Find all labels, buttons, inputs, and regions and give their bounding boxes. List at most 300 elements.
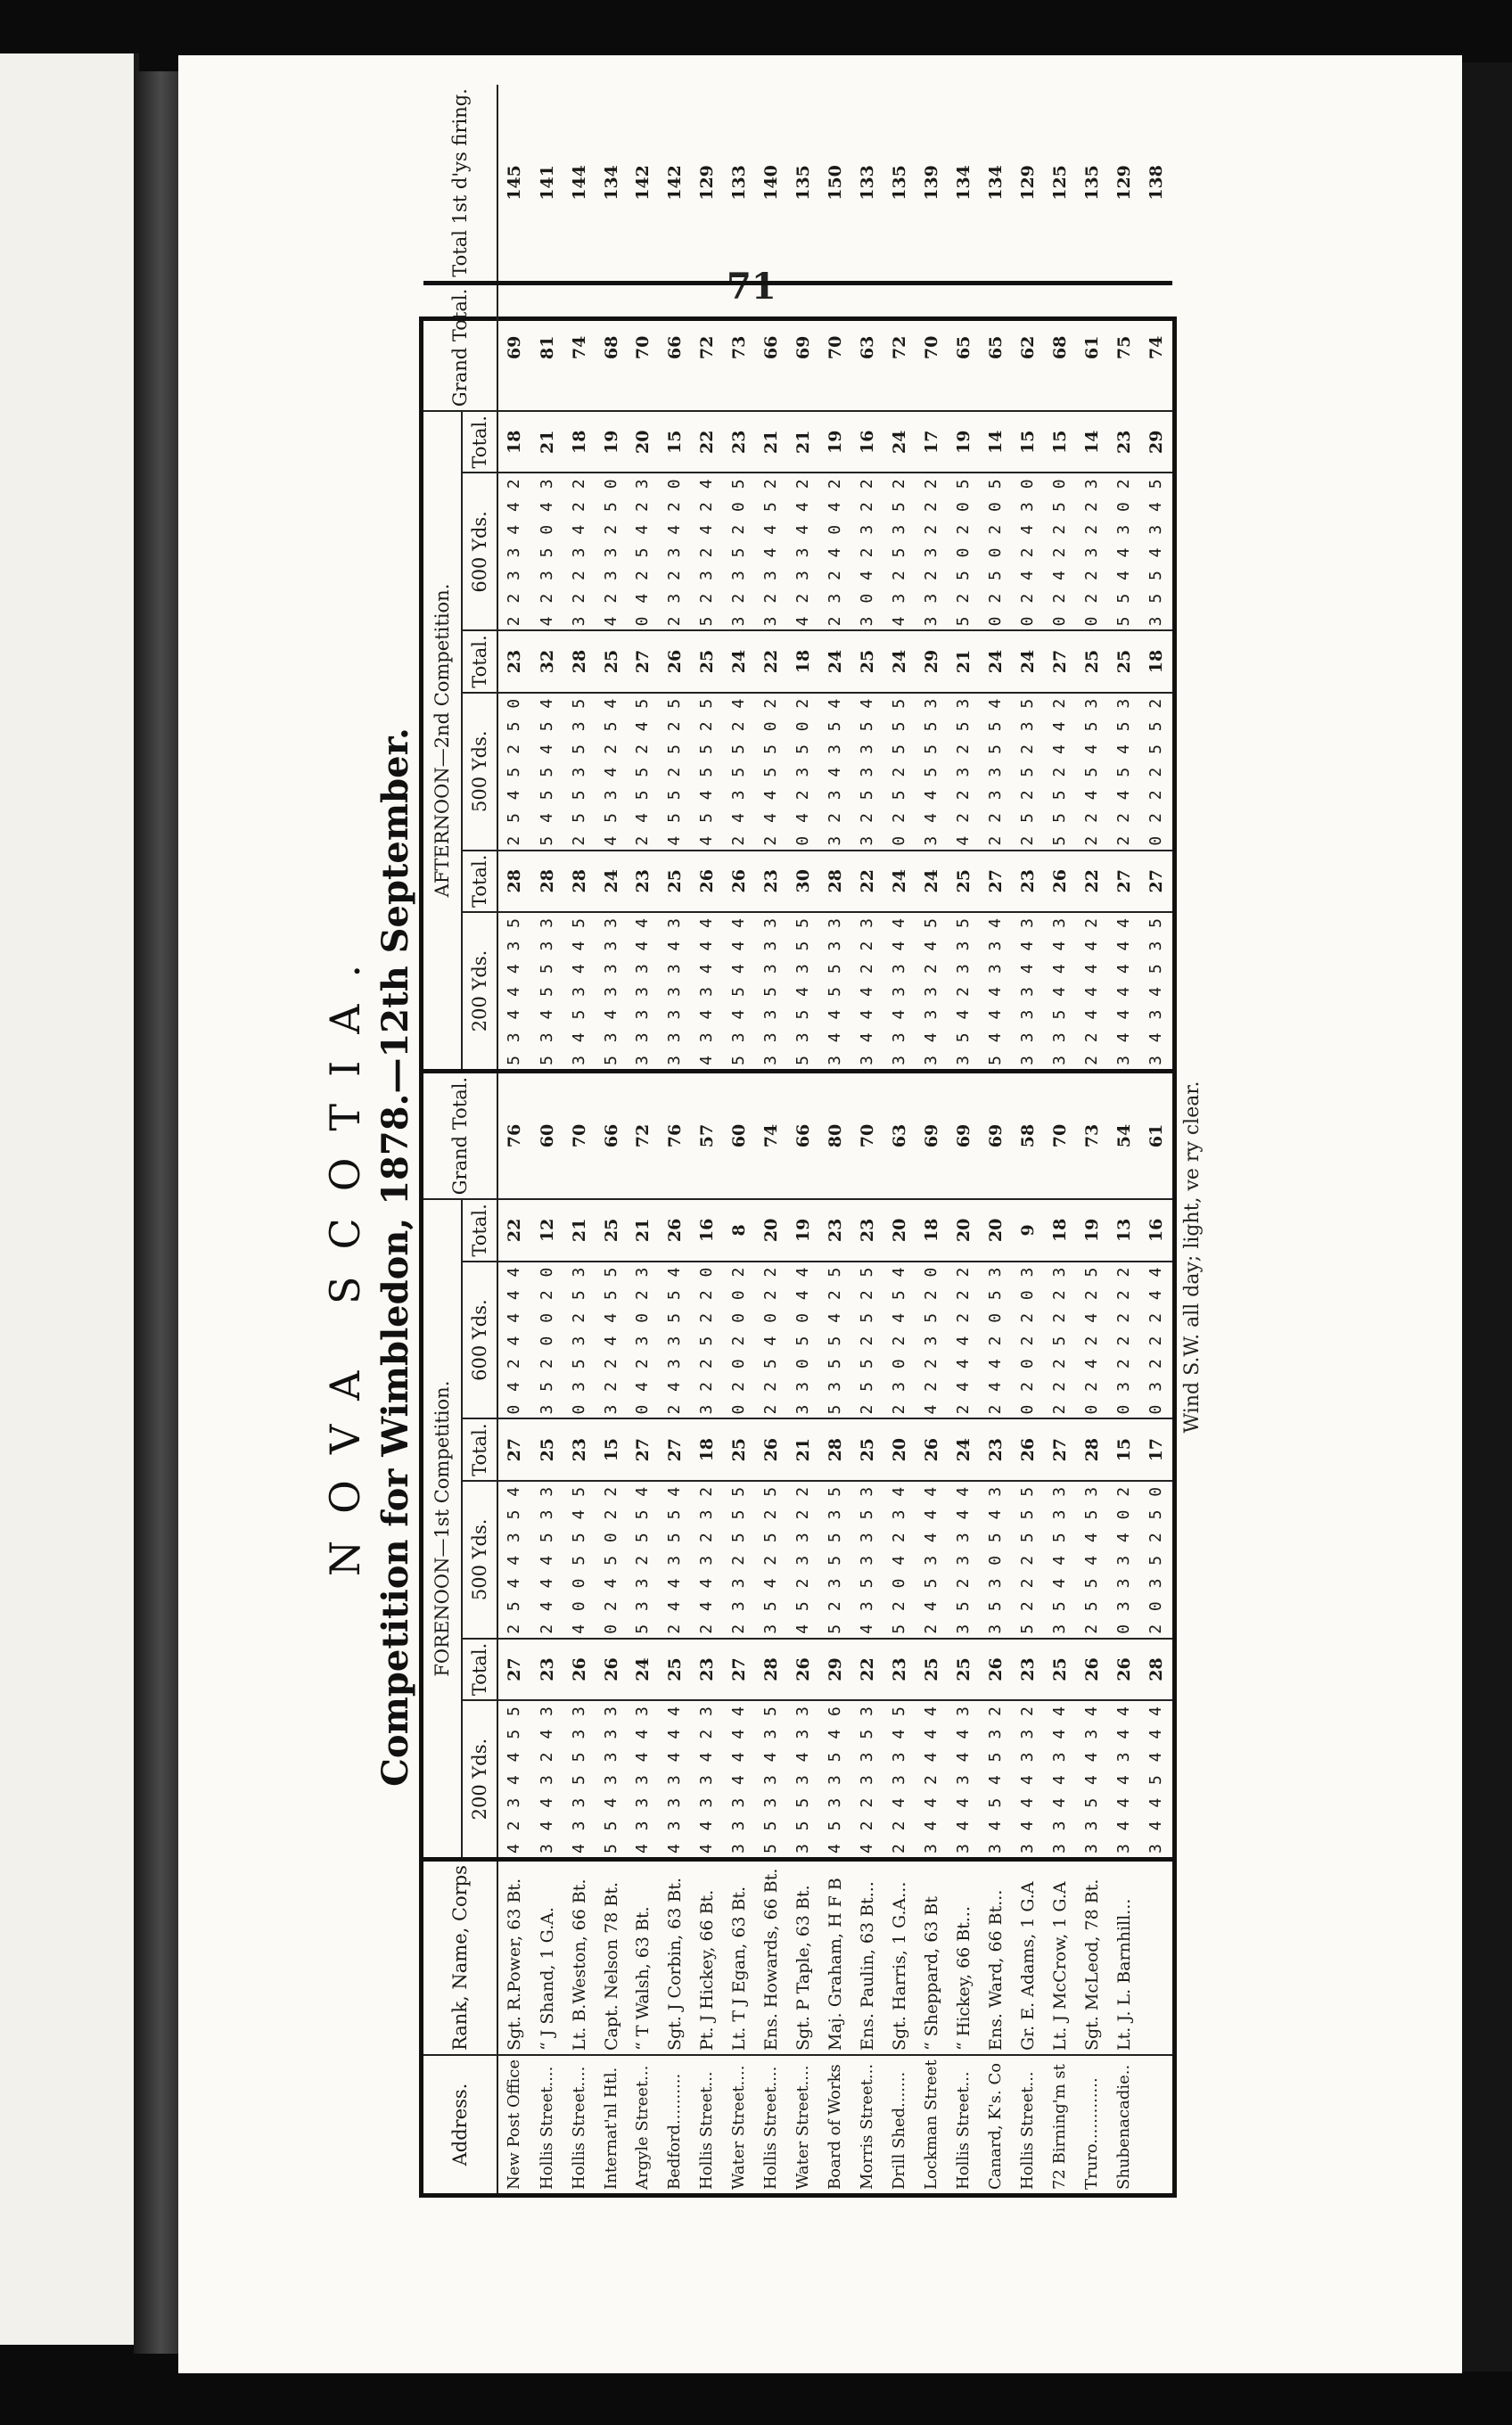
- a200-total-cell: 28: [497, 851, 531, 912]
- a600-total-cell: 14: [1076, 411, 1108, 473]
- day-total-cell: 145: [497, 85, 531, 283]
- f200-scores-cell: 2 2 4 3 3 4 5: [883, 1700, 916, 1859]
- f600-total-cell: 20: [755, 1199, 787, 1261]
- a500-total-cell: 27: [1044, 630, 1076, 692]
- day-total-cell: 141: [531, 85, 563, 283]
- address-cell: Truro.............: [1082, 2077, 1102, 2190]
- f600-total-cell: 21: [563, 1199, 596, 1261]
- a200-scores-cell: 3 3 3 3 4 4 3: [1012, 912, 1044, 1071]
- a200-total-cell: 25: [948, 851, 980, 912]
- f500-scores-cell: 4 5 2 3 3 2 2: [787, 1481, 819, 1639]
- f500-scores-cell: 2 4 5 3 4 4 4: [916, 1481, 948, 1639]
- a200-total-cell: 23: [755, 851, 787, 912]
- f500-total-header: Total.: [462, 1419, 497, 1481]
- a600-scores-cell: 4 3 2 5 3 5 2: [883, 473, 916, 630]
- f600-scores-cell: 2 5 5 2 5 2 5: [851, 1262, 883, 1419]
- f600-scores-cell: 0 2 0 2 2 0 3: [1012, 1262, 1044, 1419]
- a500-scores-cell: 0 4 2 3 5 0 2: [787, 693, 819, 851]
- a500-total-cell: 24: [883, 630, 916, 692]
- f200-total-cell: 26: [787, 1639, 819, 1700]
- address-cell: Argyle Street...: [633, 2065, 653, 2190]
- address-cell: Board of Works: [826, 2064, 845, 2190]
- forenoon-grand-total-cell: 80: [819, 1071, 851, 1199]
- f200-total-cell: 25: [916, 1639, 948, 1700]
- f200-total-cell: 22: [851, 1639, 883, 1700]
- table-row: [531, 85, 563, 2193]
- f200-scores-cell: 3 4 4 4 3 4 4: [1108, 1700, 1140, 1859]
- forenoon-grand-total-cell: 74: [755, 1071, 787, 1199]
- name-cell: Gr. E. Adams, 1 G.A: [1012, 1860, 1044, 2055]
- f600-scores-cell: 2 4 3 3 5 5 4: [659, 1262, 691, 1419]
- a500-scores-cell: 4 5 5 2 5 2 5: [659, 693, 691, 851]
- name-cell: [1140, 1860, 1172, 2055]
- a200-total-cell: 28: [531, 851, 563, 912]
- table-row: [1012, 85, 1044, 2193]
- a500-scores-cell: 5 4 5 5 4 5 4: [531, 693, 563, 851]
- f200-total-cell: 26: [980, 1639, 1012, 1700]
- a600-scores-cell: 2 2 3 3 4 4 2: [497, 473, 531, 630]
- afternoon-grand-total-cell: 68: [1044, 283, 1076, 411]
- afternoon-grand-total-cell: 70: [628, 283, 660, 411]
- f600-scores-cell: 0 2 4 2 4 2 5: [1076, 1262, 1108, 1419]
- a500-total-cell: 24: [1012, 630, 1044, 692]
- a600-scores-cell: 5 5 4 4 3 0 2: [1108, 473, 1140, 630]
- f200-total-cell: 26: [1108, 1639, 1140, 1700]
- day-total-cell: 150: [819, 85, 851, 283]
- address-cell: Water Street....: [729, 2065, 749, 2190]
- score-rows: [497, 85, 1172, 2193]
- f500-total-cell: 27: [628, 1419, 660, 1481]
- a200-total-cell: 28: [819, 851, 851, 912]
- a500-scores-cell: 2 2 4 5 4 5 3: [1108, 693, 1140, 851]
- a500-header: 500 Yds.: [462, 693, 497, 851]
- table-row: [948, 85, 980, 2193]
- a200-total-cell: 28: [563, 851, 596, 912]
- a200-scores-cell: 3 5 4 2 3 3 5: [948, 912, 980, 1071]
- afternoon-header: AFTERNOON—2nd Competition.: [423, 411, 462, 1071]
- a600-total-cell: 20: [628, 411, 660, 473]
- a600-scores-cell: 2 3 2 3 4 2 0: [659, 473, 691, 630]
- a200-total-cell: 22: [851, 851, 883, 912]
- page-number: 71: [727, 266, 777, 308]
- a200-scores-cell: 5 3 4 4 4 3 5: [497, 912, 531, 1071]
- afternoon-grand-total-cell: 72: [691, 283, 723, 411]
- address-cell: Hollis Street...: [954, 2071, 974, 2190]
- f600-total-cell: 25: [596, 1199, 628, 1261]
- forenoon-grand-total-cell: 66: [787, 1071, 819, 1199]
- afternoon-grand-total-cell: 61: [1076, 283, 1108, 411]
- f600-scores-cell: 5 3 5 5 4 2 5: [819, 1262, 851, 1419]
- a600-total-cell: 21: [755, 411, 787, 473]
- a500-scores-cell: 2 4 5 5 2 4 5: [628, 693, 660, 851]
- a200-scores-cell: 5 3 4 5 4 4 4: [723, 912, 755, 1071]
- address-cell: Internat'nl Htl.: [601, 2067, 620, 2190]
- f600-scores-cell: 0 3 2 2 2 2 2: [1108, 1262, 1140, 1419]
- a500-total-cell: 24: [819, 630, 851, 692]
- table-row: [883, 85, 916, 2193]
- day-total-cell: 129: [1012, 85, 1044, 283]
- book-gutter: [134, 71, 183, 2354]
- a500-scores-cell: 0 2 2 2 5 5 2: [1140, 693, 1172, 851]
- f500-total-cell: 27: [497, 1419, 531, 1481]
- forenoon-grand-total-cell: 70: [563, 1071, 596, 1199]
- f500-scores-cell: 5 2 0 4 2 3 4: [883, 1481, 916, 1639]
- address-cell: Morris Street...: [858, 2063, 877, 2190]
- name-cell: Sgt. J Corbin, 63 Bt.: [659, 1860, 691, 2055]
- afternoon-grand-total-cell: 68: [596, 283, 628, 411]
- f600-scores-cell: 2 2 5 4 0 2 2: [755, 1262, 787, 1419]
- a600-total-cell: 17: [916, 411, 948, 473]
- afternoon-grand-total-cell: 70: [819, 283, 851, 411]
- a500-total-cell: 25: [851, 630, 883, 692]
- a500-scores-cell: 4 5 4 5 5 2 5: [691, 693, 723, 851]
- f600-total-cell: 20: [883, 1199, 916, 1261]
- name-cell: “ Hickey, 66 Bt...: [948, 1860, 980, 2055]
- address-cell: Water Street....: [793, 2065, 813, 2190]
- a600-total-cell: 22: [691, 411, 723, 473]
- name-cell: Sgt. P Taple, 63 Bt.: [787, 1860, 819, 2055]
- a200-total-cell: 26: [1044, 851, 1076, 912]
- a200-total-cell: 26: [723, 851, 755, 912]
- day-total-cell: 133: [723, 85, 755, 283]
- a200-scores-cell: 5 3 5 4 3 5 5: [787, 912, 819, 1071]
- table-row: [659, 85, 691, 2193]
- f200-scores-cell: 4 3 3 3 4 4 3: [628, 1700, 660, 1859]
- forenoon-grand-total-cell: 70: [851, 1071, 883, 1199]
- name-cell: “ J Shand, 1 G.A.: [531, 1860, 563, 2055]
- day-total-cell: 129: [691, 85, 723, 283]
- day-total-cell: 135: [883, 85, 916, 283]
- a200-header: 200 Yds.: [462, 912, 497, 1071]
- table-row: [563, 85, 596, 2193]
- forenoon-grand-total-cell: 69: [980, 1071, 1012, 1199]
- a200-scores-cell: 3 4 4 4 2 2 3: [851, 912, 883, 1071]
- address-cell: Hollis Street....: [537, 2066, 556, 2190]
- f200-scores-cell: 3 3 4 4 3 4 4: [1044, 1700, 1076, 1859]
- forenoon-grand-total-cell: 69: [948, 1071, 980, 1199]
- f200-total-cell: 26: [563, 1639, 596, 1700]
- f600-total-cell: 22: [497, 1199, 531, 1261]
- name-cell: Capt. Nelson 78 Bt.: [596, 1860, 628, 2055]
- f600-total-cell: 18: [916, 1199, 948, 1261]
- f600-total-cell: 18: [1044, 1199, 1076, 1261]
- address-cell: Hollis Street....: [569, 2066, 588, 2190]
- table-row: [851, 85, 883, 2193]
- a500-scores-cell: 2 4 4 5 5 0 2: [755, 693, 787, 851]
- f200-scores-cell: 4 5 3 3 5 4 6: [819, 1700, 851, 1859]
- f600-total-cell: 20: [980, 1199, 1012, 1261]
- a600-total-cell: 23: [723, 411, 755, 473]
- a500-scores-cell: 0 2 5 2 5 5 5: [883, 693, 916, 851]
- f200-total-header: Total.: [462, 1639, 497, 1700]
- a600-total-cell: 18: [563, 411, 596, 473]
- a600-scores-cell: 0 2 4 2 2 5 0: [1044, 473, 1076, 630]
- f500-total-cell: 28: [819, 1419, 851, 1481]
- name-cell: Pt. J Hickey, 66 Bt.: [691, 1860, 723, 2055]
- f200-total-cell: 27: [723, 1639, 755, 1700]
- f500-total-cell: 23: [980, 1419, 1012, 1481]
- a200-scores-cell: 5 4 4 4 3 3 4: [980, 912, 1012, 1071]
- f200-scores-cell: 3 5 5 3 4 3 3: [787, 1700, 819, 1859]
- f600-scores-cell: 3 2 2 4 4 5 5: [596, 1262, 628, 1419]
- f500-total-cell: 28: [1076, 1419, 1108, 1481]
- f200-total-cell: 25: [659, 1639, 691, 1700]
- a200-scores-cell: 3 3 3 5 3 3 3: [755, 912, 787, 1071]
- name-cell: Ens. Ward, 66 Bt...: [980, 1860, 1012, 2055]
- a500-scores-cell: 2 5 5 3 5 3 5: [563, 693, 596, 851]
- address-cell: Shubenacadie..: [1114, 2064, 1134, 2190]
- f500-total-cell: 27: [1044, 1419, 1076, 1481]
- afternoon-grand-total-cell: 73: [723, 283, 755, 411]
- address-header: Address.: [423, 2055, 497, 2193]
- a200-total-header: Total.: [462, 851, 497, 912]
- f600-scores-cell: 0 4 2 4 4 4 4: [497, 1262, 531, 1419]
- f600-total-cell: 19: [1076, 1199, 1108, 1261]
- f500-scores-cell: 0 2 4 5 0 2 2: [596, 1481, 628, 1639]
- day-total-cell: 135: [787, 85, 819, 283]
- address-cell: Canard, K's. Co: [986, 2062, 1006, 2190]
- page-edge-shadow: [1462, 62, 1512, 2372]
- f200-total-cell: 23: [883, 1639, 916, 1700]
- a600-scores-cell: 3 2 3 5 2 0 5: [723, 473, 755, 630]
- forenoon-grand-total-cell: 72: [628, 1071, 660, 1199]
- f200-total-cell: 28: [755, 1639, 787, 1700]
- a500-total-cell: 25: [1076, 630, 1108, 692]
- f600-total-cell: 16: [691, 1199, 723, 1261]
- table-row: [497, 85, 531, 2193]
- address-cell: Hollis Street...: [1018, 2071, 1038, 2190]
- f500-scores-cell: 4 3 5 3 3 5 3: [851, 1481, 883, 1639]
- a200-total-cell: 30: [787, 851, 819, 912]
- table-row: [1108, 85, 1140, 2193]
- f500-scores-cell: 2 0 3 5 2 5 0: [1140, 1481, 1172, 1639]
- day-total-cell: 135: [1076, 85, 1108, 283]
- a500-scores-cell: 2 4 3 5 5 2 4: [723, 693, 755, 851]
- f600-total-cell: 19: [787, 1199, 819, 1261]
- a200-total-cell: 24: [596, 851, 628, 912]
- a600-total-cell: 19: [948, 411, 980, 473]
- a600-scores-cell: 5 2 5 0 2 0 5: [948, 473, 980, 630]
- a200-scores-cell: 5 3 4 3 3 3 3: [596, 912, 628, 1071]
- afternoon-grand-total-cell: 63: [851, 283, 883, 411]
- name-cell: Lt. J McCrow, 1 G.A: [1044, 1860, 1076, 2055]
- a500-scores-cell: 2 2 3 3 5 5 4: [980, 693, 1012, 851]
- a600-scores-cell: 3 2 2 3 4 2 2: [563, 473, 596, 630]
- a500-scores-cell: 5 5 5 2 4 4 2: [1044, 693, 1076, 851]
- f200-total-cell: 25: [1044, 1639, 1076, 1700]
- a500-scores-cell: 2 5 2 5 2 3 5: [1012, 693, 1044, 851]
- f500-total-cell: 26: [1012, 1419, 1044, 1481]
- f600-total-cell: 12: [531, 1199, 563, 1261]
- f200-total-cell: 26: [596, 1639, 628, 1700]
- table-row: [723, 85, 755, 2193]
- afternoon-grand-total-cell: 65: [980, 283, 1012, 411]
- day-total-cell: 134: [948, 85, 980, 283]
- f500-header: 500 Yds.: [462, 1481, 497, 1639]
- a600-scores-cell: 3 3 2 3 2 2 2: [916, 473, 948, 630]
- a600-scores-cell: 2 3 2 4 0 4 2: [819, 473, 851, 630]
- f200-scores-cell: 4 4 3 3 4 2 3: [691, 1700, 723, 1859]
- f200-total-cell: 23: [691, 1639, 723, 1700]
- table-row: [691, 85, 723, 2193]
- f600-scores-cell: 2 4 4 4 2 2 2: [948, 1262, 980, 1419]
- a600-scores-cell: 0 4 2 5 4 2 3: [628, 473, 660, 630]
- day-total-cell: 129: [1108, 85, 1140, 283]
- a200-scores-cell: 3 4 4 5 5 3 3: [819, 912, 851, 1071]
- a600-scores-cell: 3 0 4 2 3 2 2: [851, 473, 883, 630]
- f200-scores-cell: 3 4 5 4 5 3 2: [980, 1700, 1012, 1859]
- name-cell: Lt. J. L. Barnhill...: [1108, 1860, 1140, 2055]
- score-table-grid: [423, 85, 1172, 2193]
- day-total-cell: 140: [755, 85, 787, 283]
- facing-page-edge: [0, 53, 139, 2345]
- f600-total-cell: 9: [1012, 1199, 1044, 1261]
- table-row: [980, 85, 1012, 2193]
- document-title: NOVA SCOTIA.: [321, 937, 369, 1577]
- f600-scores-cell: 0 2 0 2 0 0 2: [723, 1262, 755, 1419]
- a200-scores-cell: 3 4 5 3 4 4 5: [563, 912, 596, 1071]
- name-cell: “ T Walsh, 63 Bt.: [628, 1860, 660, 2055]
- table-row: [628, 85, 660, 2193]
- forenoon-grand-total-cell: 73: [1076, 1071, 1108, 1199]
- a500-total-cell: 24: [723, 630, 755, 692]
- a200-scores-cell: 4 3 4 3 4 4 4: [691, 912, 723, 1071]
- a200-scores-cell: 3 4 3 3 2 4 5: [916, 912, 948, 1071]
- name-cell: Lt. T J Egan, 63 Bt.: [723, 1860, 755, 2055]
- a200-total-cell: 23: [628, 851, 660, 912]
- f500-total-cell: 25: [531, 1419, 563, 1481]
- day-total-cell: 133: [851, 85, 883, 283]
- f500-scores-cell: 2 4 4 4 5 3 3: [531, 1481, 563, 1639]
- f600-total-cell: 20: [948, 1199, 980, 1261]
- a500-scores-cell: 3 4 4 5 5 5 3: [916, 693, 948, 851]
- a500-total-cell: 24: [980, 630, 1012, 692]
- afternoon-grand-total-cell: 72: [883, 283, 916, 411]
- f200-total-cell: 23: [531, 1639, 563, 1700]
- afternoon-grand-total-cell: 62: [1012, 283, 1044, 411]
- forenoon-grand-total-cell: 76: [659, 1071, 691, 1199]
- f200-scores-cell: 3 4 4 4 3 3 2: [1012, 1700, 1044, 1859]
- f500-total-cell: 18: [691, 1419, 723, 1481]
- f200-total-cell: 26: [1076, 1639, 1108, 1700]
- address-cell: Lockman Street: [922, 2059, 941, 2190]
- day-total-cell: 134: [980, 85, 1012, 283]
- a600-scores-cell: 0 2 5 0 2 0 5: [980, 473, 1012, 630]
- table-row: [1076, 85, 1108, 2193]
- f500-total-cell: 17: [1140, 1419, 1172, 1481]
- f500-total-cell: 24: [948, 1419, 980, 1481]
- f600-total-cell: 16: [1140, 1199, 1172, 1261]
- a600-scores-cell: 0 2 4 2 4 3 0: [1012, 473, 1044, 630]
- a200-total-cell: 27: [1140, 851, 1172, 912]
- day-total-cell: 139: [916, 85, 948, 283]
- a600-total-cell: 21: [531, 411, 563, 473]
- f200-scores-cell: 4 2 3 4 4 5 5: [497, 1700, 531, 1859]
- a200-scores-cell: 3 3 3 3 3 4 4: [628, 912, 660, 1071]
- f500-scores-cell: 5 3 3 2 5 5 4: [628, 1481, 660, 1639]
- a200-scores-cell: 3 3 5 4 4 4 3: [1044, 912, 1076, 1071]
- a200-scores-cell: 5 3 4 5 5 3 3: [531, 912, 563, 1071]
- forenoon-grand-total-cell: 63: [883, 1071, 916, 1199]
- a500-total-header: Total.: [462, 630, 497, 692]
- address-cell: Bedford..........: [665, 2073, 685, 2190]
- f200-scores-cell: 4 3 3 5 5 3 3: [563, 1700, 596, 1859]
- forenoon-grand-total-cell: 66: [596, 1071, 628, 1199]
- address-cell: 72 Birning'm st: [1050, 2064, 1070, 2190]
- day-total-cell: 134: [596, 85, 628, 283]
- rank-name-corps-header: Rank, Name, Corps: [423, 1860, 497, 2055]
- afternoon-grand-total-cell: 75: [1108, 283, 1140, 411]
- a600-scores-cell: 4 2 3 5 0 4 3: [531, 473, 563, 630]
- f200-total-cell: 24: [628, 1639, 660, 1700]
- f200-total-cell: 27: [497, 1639, 531, 1700]
- f500-total-cell: 15: [1108, 1419, 1140, 1481]
- name-cell: Ens. Paulin, 63 Bt...: [851, 1860, 883, 2055]
- f500-total-cell: 15: [596, 1419, 628, 1481]
- f500-scores-cell: 3 5 4 2 5 2 5: [755, 1481, 787, 1639]
- a600-total-cell: 19: [819, 411, 851, 473]
- a500-scores-cell: 4 2 2 3 2 5 3: [948, 693, 980, 851]
- day-total-cell: 142: [628, 85, 660, 283]
- f600-scores-cell: 3 5 2 0 0 2 0: [531, 1262, 563, 1419]
- f200-total-cell: 29: [819, 1639, 851, 1700]
- f500-scores-cell: 2 5 4 4 3 5 4: [497, 1481, 531, 1639]
- f500-total-cell: 23: [563, 1419, 596, 1481]
- a600-total-cell: 29: [1140, 411, 1172, 473]
- afternoon-grand-total-cell: 70: [916, 283, 948, 411]
- a200-scores-cell: 3 3 4 3 3 4 4: [883, 912, 916, 1071]
- address-cell: Drill Shed.......: [890, 2071, 909, 2190]
- address-cell: New Post Office: [505, 2059, 524, 2190]
- a600-total-cell: 16: [851, 411, 883, 473]
- a600-total-cell: 23: [1108, 411, 1140, 473]
- forenoon-grand-total-cell: 69: [916, 1071, 948, 1199]
- a600-scores-cell: 0 2 2 3 2 2 3: [1076, 473, 1108, 630]
- a600-total-cell: 15: [659, 411, 691, 473]
- forenoon-grand-total-cell: 57: [691, 1071, 723, 1199]
- f200-header: 200 Yds.: [462, 1700, 497, 1859]
- f600-header: 600 Yds.: [462, 1262, 497, 1419]
- day-total-cell: 142: [659, 85, 691, 283]
- afternoon-grand-total-header: Grand Total.: [423, 283, 497, 411]
- a600-total-cell: 21: [787, 411, 819, 473]
- a500-total-cell: 18: [1140, 630, 1172, 692]
- f600-scores-cell: 4 2 2 3 5 2 0: [916, 1262, 948, 1419]
- f500-scores-cell: 2 4 4 3 5 5 4: [659, 1481, 691, 1639]
- forenoon-grand-total-cell: 76: [497, 1071, 531, 1199]
- a500-total-cell: 29: [916, 630, 948, 692]
- afternoon-grand-total-cell: 66: [659, 283, 691, 411]
- a600-total-cell: 24: [883, 411, 916, 473]
- f200-scores-cell: 3 4 4 5 4 4 4: [1140, 1700, 1172, 1859]
- a200-scores-cell: 2 2 4 4 4 4 2: [1076, 912, 1108, 1071]
- f600-scores-cell: 0 4 2 3 0 2 3: [628, 1262, 660, 1419]
- a500-total-cell: 23: [497, 630, 531, 692]
- a200-total-cell: 23: [1012, 851, 1044, 912]
- f200-total-cell: 25: [948, 1639, 980, 1700]
- name-cell: Sgt. McLeod, 78 Bt.: [1076, 1860, 1108, 2055]
- afternoon-grand-total-cell: 74: [563, 283, 596, 411]
- a600-total-cell: 19: [596, 411, 628, 473]
- a500-scores-cell: 3 2 3 4 3 5 4: [819, 693, 851, 851]
- address-cell: Hollis Street...: [697, 2071, 717, 2190]
- a500-total-cell: 18: [787, 630, 819, 692]
- f500-total-cell: 21: [787, 1419, 819, 1481]
- a500-total-cell: 28: [563, 630, 596, 692]
- f600-total-cell: 21: [628, 1199, 660, 1261]
- a600-scores-cell: 5 2 3 2 4 2 4: [691, 473, 723, 630]
- forenoon-grand-total-cell: 70: [1044, 1071, 1076, 1199]
